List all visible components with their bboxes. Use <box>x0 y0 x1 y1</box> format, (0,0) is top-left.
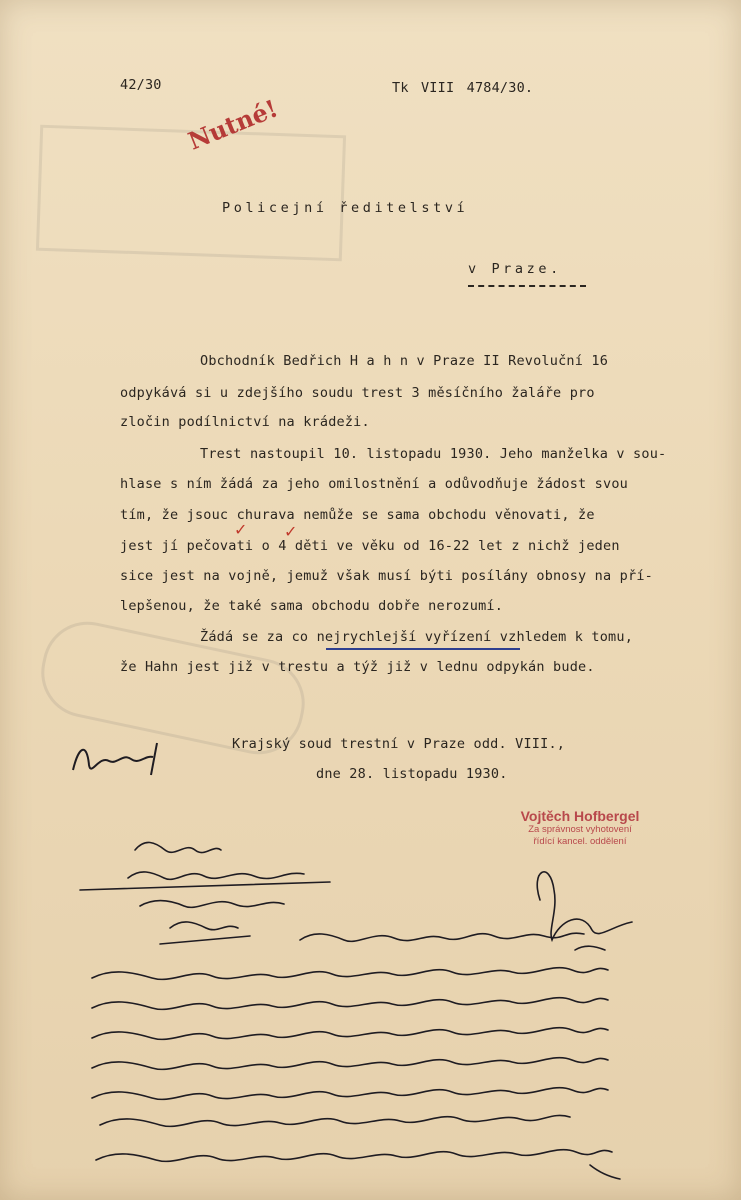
body-p2-line1: Trest nastoupil 10. listopadu 1930. Jeho manželka v sou- <box>200 446 667 462</box>
handwritten-initials <box>65 735 175 785</box>
addressee-line1: Policejní ředitelství <box>222 200 469 216</box>
body-p2-line3: tím, že jsouc churava nemůže se sama obchodu věnovati, že <box>120 507 595 523</box>
handwritten-notes <box>0 820 741 1200</box>
body-p2-line2: hlase s ním žádá za jeho omilostnění a odůvodňuje žádost svou <box>120 476 628 492</box>
body-p1-line1: Obchodník Bedřich H a h n v Praze II Revoluční 16 <box>200 353 609 369</box>
body-p2-line4: jest jí pečovati o 4 děti ve věku od 16-22 let z nichž jeden <box>120 538 620 554</box>
red-check-mark: ✓ <box>234 520 248 539</box>
registry-stamp-line1: Za správnost vyhotovení <box>528 824 632 835</box>
registry-stamp-line2: řídící kancel. oddělení <box>533 836 627 847</box>
registry-stamp-name: Vojtěch Hofbergel <box>520 808 640 824</box>
addressee-underline <box>468 285 586 287</box>
addressee-line2: v Praze. <box>468 261 562 277</box>
body-p1-line3: zločin podílnictví na krádeži. <box>120 414 370 430</box>
file-number: Tk VIII 4784/30. <box>392 80 534 96</box>
body-p2-line6: lepšenou, že také sama obchodu dobře nerozumí. <box>120 598 504 614</box>
court-name: Krajský soud trestní v Praze odd. VIII., <box>232 736 566 752</box>
body-p1-line2: odpykává si u zdejšího soudu trest 3 měsíčního žaláře pro <box>120 385 595 401</box>
urgency-underline <box>326 648 520 650</box>
body-p3-line2: že Hahn jest již v trestu a týž již v lednu odpykán bude. <box>120 659 595 675</box>
document-date: dne 28. listopadu 1930. <box>316 766 508 782</box>
urgent-stamp: Nutné! <box>183 93 282 156</box>
red-check-mark: ✓ <box>284 522 298 541</box>
body-p3-line1: Žádá se za co nejrychlejší vyřízení vzhledem k tomu, <box>200 629 634 645</box>
left-reference-number: 42/30 <box>120 77 162 93</box>
body-p2-line5: sice jest na vojně, jemuž však musí býti posílány obnosy na pří- <box>120 568 653 584</box>
